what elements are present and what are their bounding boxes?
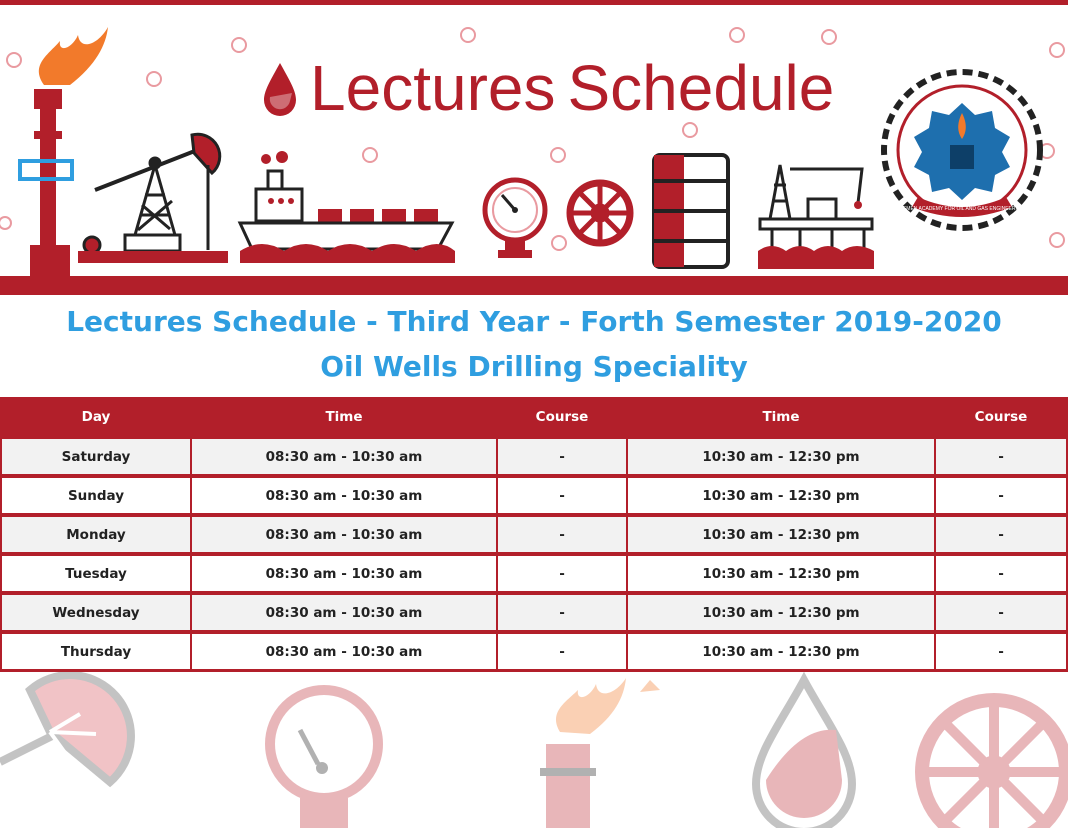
header-time-2: Time [762, 409, 800, 425]
table-row [0, 595, 1068, 630]
header-banner [0, 5, 1068, 277]
course-cell: - [498, 634, 626, 669]
time-cell: 08:30 am - 10:30 am [192, 439, 496, 474]
course-cell: - [498, 595, 626, 630]
day-cell: Wednesday [2, 595, 190, 630]
oil-drop-icon [756, 680, 852, 828]
table-row [0, 556, 1068, 591]
course-cell: - [498, 517, 626, 552]
time-cell: 08:30 am - 10:30 am [192, 478, 496, 513]
header-course-1: Course [535, 409, 589, 425]
flare-stack-icon [540, 678, 660, 828]
bottom-watermark-art [0, 672, 1068, 828]
table-row [0, 634, 1068, 669]
pumpjack-icon [78, 134, 228, 263]
day-cell: Monday [2, 517, 190, 552]
header-time-1: Time [325, 409, 363, 425]
oil-drop-icon [264, 63, 296, 116]
time-cell: 08:30 am - 10:30 am [192, 595, 496, 630]
valve-wheel-icon [570, 183, 630, 243]
course-cell: - [936, 517, 1066, 552]
time-cell: 10:30 am - 12:30 pm [628, 556, 934, 591]
schedule-table [0, 397, 1068, 672]
tanker-ship-icon [240, 151, 455, 263]
course-cell: - [936, 478, 1066, 513]
time-cell: 08:30 am - 10:30 am [192, 517, 496, 552]
offshore-rig-icon [758, 165, 874, 269]
time-cell: 10:30 am - 12:30 pm [628, 634, 934, 669]
oil-barrel-icon [654, 155, 728, 267]
course-cell: - [498, 439, 626, 474]
banner-title: Lectures Schedule [310, 52, 835, 124]
course-cell: - [936, 634, 1066, 669]
table-row [0, 439, 1068, 474]
time-cell: 10:30 am - 12:30 pm [628, 478, 934, 513]
header-day: Day [81, 409, 111, 425]
course-cell: - [498, 478, 626, 513]
course-cell: - [936, 595, 1066, 630]
day-cell: Thursday [2, 634, 190, 669]
time-cell: 08:30 am - 10:30 am [192, 634, 496, 669]
table-row [0, 517, 1068, 552]
table-row [0, 478, 1068, 513]
pressure-gauge-icon [270, 690, 378, 828]
svg-text:YEMEN ACADEMY FOR OIL AND GAS: YEMEN ACADEMY FOR OIL AND GAS ENGINEERING [899, 206, 1025, 212]
banner-bottom-bar [0, 276, 1068, 295]
time-cell: 08:30 am - 10:30 am [192, 556, 496, 591]
pressure-gauge-icon [485, 180, 545, 258]
day-cell: Sunday [2, 478, 190, 513]
table-header-row [0, 397, 1068, 437]
day-cell: Saturday [2, 439, 190, 474]
header-course-2: Course [974, 409, 1028, 425]
day-cell: Tuesday [2, 556, 190, 591]
speciality-heading: Oil Wells Drilling Speciality [320, 350, 748, 383]
valve-wheel-icon [922, 700, 1068, 828]
course-cell: - [936, 439, 1066, 474]
course-cell: - [936, 556, 1066, 591]
time-cell: 10:30 am - 12:30 pm [628, 595, 934, 630]
schedule-heading: Lectures Schedule - Third Year - Forth Semester 2019-2020 [66, 305, 1002, 338]
academy-logo-icon [884, 72, 1040, 228]
course-cell: - [498, 556, 626, 591]
time-cell: 10:30 am - 12:30 pm [628, 517, 934, 552]
time-cell: 10:30 am - 12:30 pm [628, 439, 934, 474]
pumpjack-icon [0, 675, 131, 782]
